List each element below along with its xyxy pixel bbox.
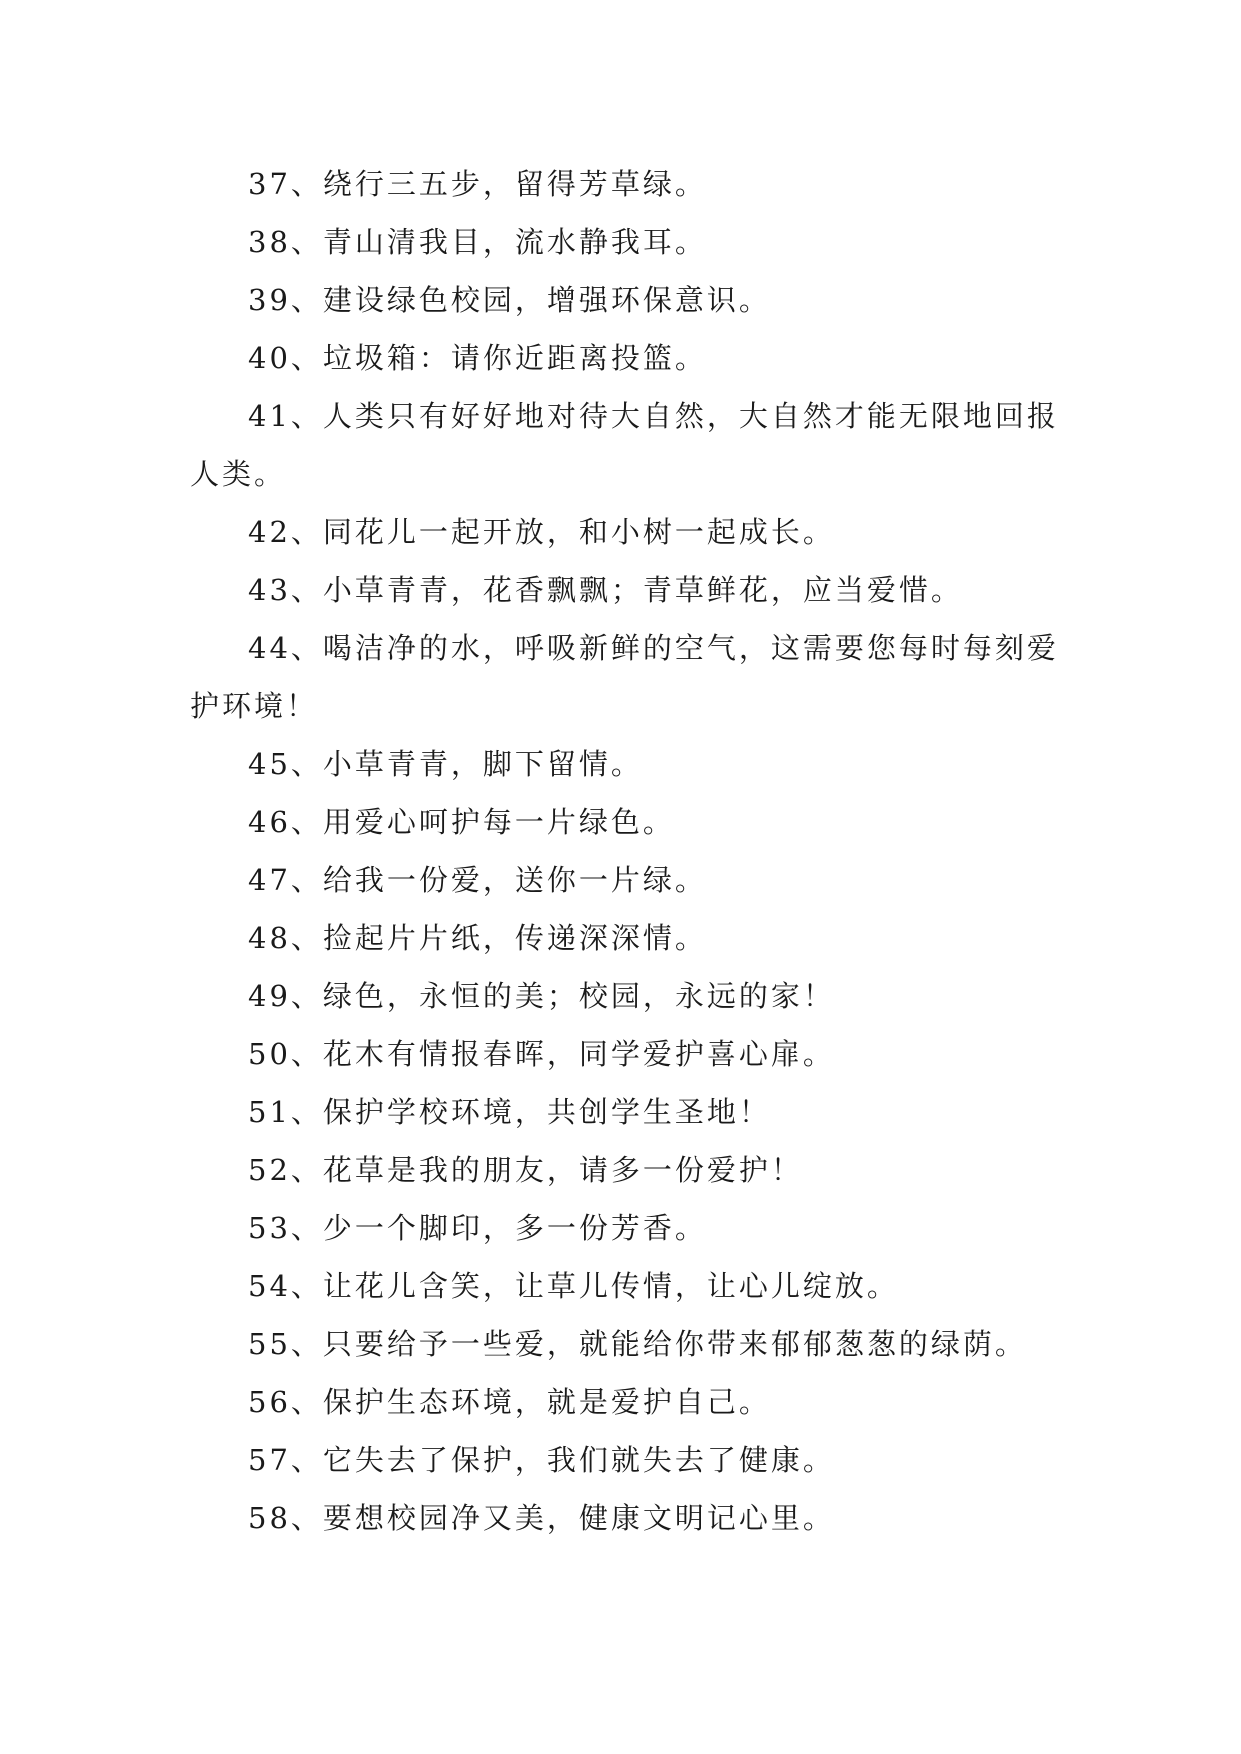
slogan-49: 49、绿色，永恒的美；校园，永远的家！ [248, 979, 835, 1013]
slogan-50: 50、花木有情报春晖，同学爱护喜心扉。 [248, 1037, 835, 1071]
slogan-52: 52、花草是我的朋友，请多一份爱护！ [248, 1153, 803, 1187]
slogan-38: 38、青山清我目，流水静我耳。 [248, 225, 707, 259]
slogan-58: 58、要想校园净又美，健康文明记心里。 [248, 1501, 835, 1535]
slogan-56: 56、保护生态环境，就是爱护自己。 [248, 1385, 771, 1419]
slogan-54: 54、让花儿含笑，让草儿传情，让心儿绽放。 [248, 1269, 899, 1303]
slogan-41: 41、人类只有好好地对待大自然，大自然才能无限地回报人类。 [190, 399, 1059, 491]
slogan-44: 44、喝洁净的水，呼吸新鲜的空气，这需要您每时每刻爱护环境！ [190, 631, 1059, 723]
slogan-42: 42、同花儿一起开放，和小树一起成长。 [248, 515, 835, 549]
slogan-48: 48、捡起片片纸，传递深深情。 [248, 921, 707, 955]
slogan-45: 45、小草青青，脚下留情。 [248, 747, 643, 781]
slogan-39: 39、建设绿色校园，增强环保意识。 [248, 283, 771, 317]
slogan-47: 47、给我一份爱，送你一片绿。 [248, 863, 707, 897]
slogan-37: 37、绕行三五步，留得芳草绿。 [248, 167, 707, 201]
slogan-43: 43、小草青青，花香飘飘；青草鲜花，应当爱惜。 [248, 573, 963, 607]
slogan-40: 40、垃圾箱：请你近距离投篮。 [248, 341, 707, 375]
slogan-57: 57、它失去了保护，我们就失去了健康。 [248, 1443, 835, 1477]
slogan-list [190, 155, 1070, 1547]
slogan-55: 55、只要给予一些爱，就能给你带来郁郁葱葱的绿荫。 [248, 1327, 1027, 1361]
slogan-53: 53、少一个脚印，多一份芳香。 [248, 1211, 707, 1245]
slogan-51: 51、保护学校环境，共创学生圣地！ [248, 1095, 771, 1129]
slogan-46: 46、用爱心呵护每一片绿色。 [248, 805, 675, 839]
